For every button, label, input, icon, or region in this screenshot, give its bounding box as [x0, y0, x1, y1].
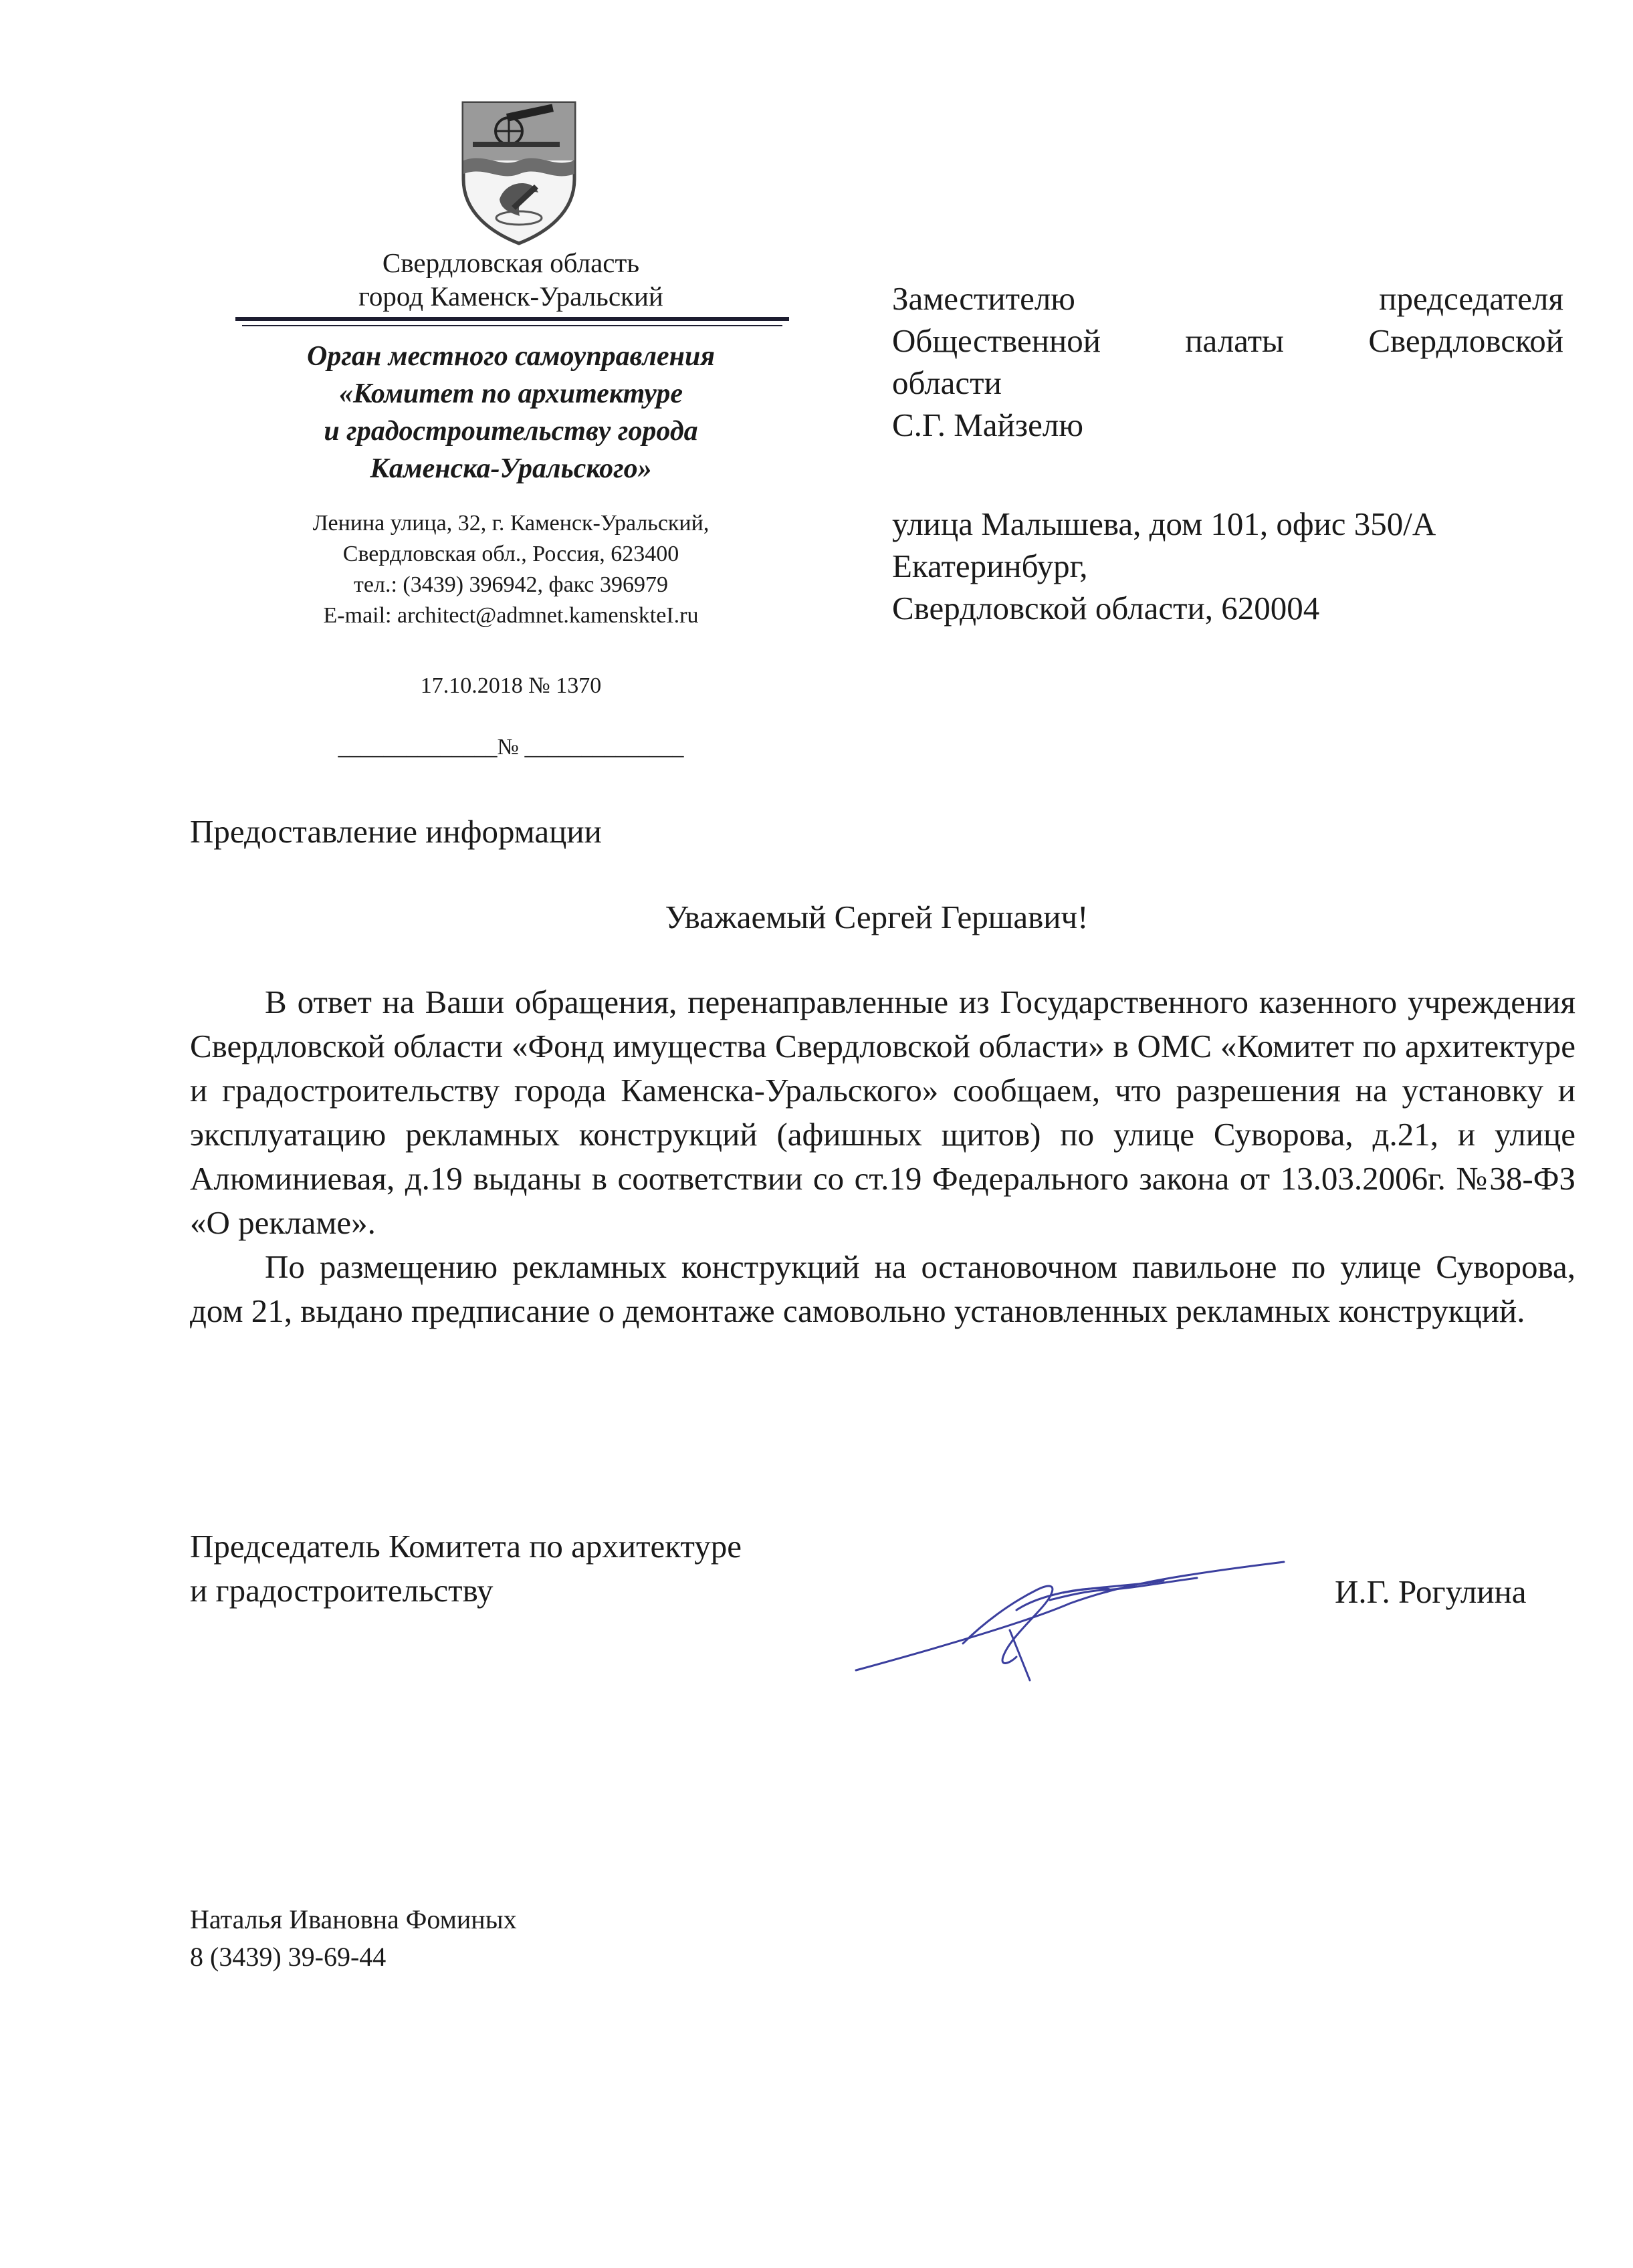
sender-region [234, 246, 788, 313]
addressee-block [892, 277, 1563, 446]
sender-address-line: Свердловская обл., Россия, 623400 [342, 542, 679, 566]
addressee-street: улица Малышева, дом 101, офис 350/А [892, 505, 1436, 542]
header-divider-thin [242, 325, 782, 326]
letter-greeting: Уважаемый Сергей Гершавич! [665, 899, 1089, 935]
org-line: Каменска-Уральского» [370, 453, 652, 484]
org-line: «Комитет по архитектуре [338, 378, 683, 409]
org-line: и градостроительству города [324, 416, 698, 447]
signatory-position [190, 1524, 742, 1613]
executor-info [190, 1901, 517, 1976]
addressee-region: Свердловской области, 620004 [892, 590, 1320, 627]
header-divider-thick [235, 317, 789, 321]
addressee-city: Екатеринбург, [892, 548, 1088, 584]
org-line: Орган местного самоуправления [307, 341, 715, 372]
executor-name: Наталья Ивановна Фоминых [190, 1904, 517, 1934]
signatory-name: И.Г. Рогулина [1335, 1573, 1527, 1610]
handwritten-signature-icon [849, 1550, 1291, 1684]
body-paragraph: В ответ на Ваши обращения, перенаправленные из Государственного казенного учреждения Свердловской области «Фонд имущества Свердловской области» в ОМС «Комитет по архитектуре и градостроительству города Каменска-Уральского» сообщаем, что разрешения на установку и эксплуатацию рекламных конструкций (афишных щитов) по улице Суворова, д.21, и улице Алюминиевая, д.19 выданы в соответствии со ст.19 Федерального закона от 13.03.2006г. №38-ФЗ «О рекламе». [190, 984, 1575, 1241]
sender-address-line: Ленина улица, 32, г. Каменск-Уральский, [312, 511, 710, 536]
region-line: Свердловская область [382, 247, 640, 278]
addressee-word: Заместителю [892, 280, 1075, 317]
letter-body [190, 980, 1575, 1333]
position-line: и градостроительству [190, 1572, 494, 1609]
addressee-line: области [892, 364, 1002, 401]
outgoing-number: 17.10.2018 № 1370 [420, 673, 602, 698]
sender-contacts [234, 508, 788, 631]
body-paragraph: По размещению рекламных конструкций на остановочном павильоне по улице Суворова, дом 21, выдано предписание о демонтаже самовольно установленных рекламных конструкций. [190, 1248, 1575, 1329]
city-line: город Каменск-Уральский [358, 281, 663, 312]
position-line: Председатель Комитета по архитектуре [190, 1528, 742, 1565]
addressee-word: Свердловской [1368, 322, 1563, 359]
addressee-word: палаты [1185, 322, 1284, 359]
letter-subject: Предоставление информации [190, 813, 602, 850]
addressee-address [892, 503, 1563, 629]
sender-organization [234, 338, 788, 487]
incoming-number-blank: ______________№ ______________ [338, 735, 684, 760]
addressee-word: председателя [1379, 280, 1563, 317]
executor-phone: 8 (3439) 39-69-44 [190, 1942, 387, 1972]
sender-email-line: E-mail: architect@admnet.kamenskteI.ru [323, 603, 699, 628]
sender-phone-line: тел.: (3439) 396942, факс 396979 [354, 572, 668, 597]
addressee-name: С.Г. Майзелю [892, 407, 1083, 443]
addressee-line [892, 277, 1563, 320]
addressee-line [892, 320, 1563, 362]
addressee-word: Общественной [892, 322, 1101, 359]
city-coat-of-arms-icon [459, 99, 578, 247]
